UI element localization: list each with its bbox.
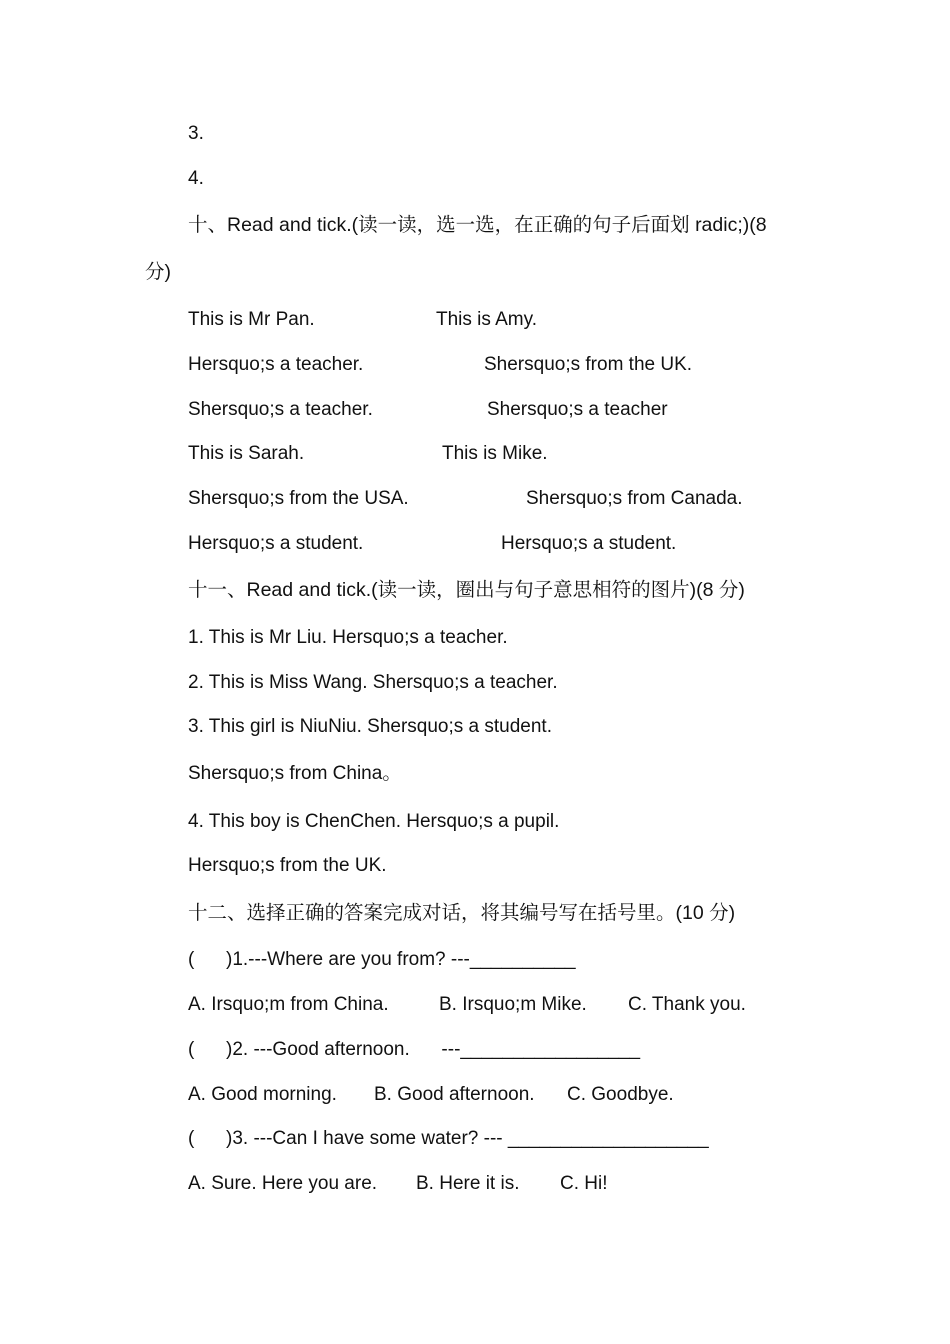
- section11-item2: 2. This is Miss Wang. Shersquo;s a teacher.: [188, 672, 558, 693]
- section12-question1: ( )1.---Where are you from? ---__________: [188, 949, 576, 970]
- section10-row1-right: This is Amy.: [436, 309, 537, 330]
- section10-row4-right: This is Mike.: [442, 443, 548, 464]
- intro-item-4: 4.: [188, 168, 204, 189]
- section11-item4: 4. This boy is ChenChen. Hersquo;s a pupil.: [188, 811, 560, 832]
- section12-question2: ( )2. ---Good afternoon. ---_________________: [188, 1039, 641, 1060]
- section10-row2-right: Shersquo;s from the UK.: [484, 354, 693, 375]
- section12-q2-option-b: B. Good afternoon.: [374, 1084, 535, 1105]
- section12-q1-option-c: C. Thank you.: [628, 994, 746, 1015]
- section11-heading: 十一、Read and tick.(读一读，圈出与句子意思相符的图片)(8 分): [188, 579, 745, 601]
- section10-row5-left: Shersquo;s from the USA.: [188, 488, 409, 509]
- section11-item4-cont: Hersquo;s from the UK.: [188, 855, 387, 876]
- section12-question3: ( )3. ---Can I have some water? --- ___________________: [188, 1128, 709, 1149]
- section11-item3: 3. This girl is NiuNiu. Shersquo;s a student.: [188, 716, 552, 737]
- section12-heading: 十二、选择正确的答案完成对话，将其编号写在括号里。(10 分): [188, 902, 736, 924]
- section11-item1: 1. This is Mr Liu. Hersquo;s a teacher.: [188, 627, 508, 648]
- section10-row3-left: Shersquo;s a teacher.: [188, 399, 373, 420]
- section10-row2-left: Hersquo;s a teacher.: [188, 354, 364, 375]
- section10-row3-right: Shersquo;s a teacher: [487, 399, 668, 420]
- section12-q2-option-a: A. Good morning.: [188, 1084, 337, 1105]
- section10-row1-left: This is Mr Pan.: [188, 309, 315, 330]
- section12-q3-option-a: A. Sure. Here you are.: [188, 1173, 378, 1194]
- section12-q3-option-b: B. Here it is.: [416, 1173, 520, 1194]
- section10-heading: 十、Read and tick.(读一读，选一选，在正确的句子后面划 radic;)(8: [188, 214, 767, 236]
- section10-row5-right: Shersquo;s from Canada.: [526, 488, 743, 509]
- section10-row6-right: Hersquo;s a student.: [501, 533, 677, 554]
- section12-q1-option-b: B. Irsquo;m Mike.: [439, 994, 587, 1015]
- section10-heading-cont: 分): [145, 261, 171, 283]
- section12-q1-option-a: A. Irsquo;m from China.: [188, 994, 389, 1015]
- section11-item3-cont: Shersquo;s from China。: [188, 763, 402, 784]
- section10-row6-left: Hersquo;s a student.: [188, 533, 364, 554]
- section12-q3-option-c: C. Hi!: [560, 1173, 608, 1194]
- section12-q2-option-c: C. Goodbye.: [567, 1084, 674, 1105]
- intro-item-3: 3.: [188, 123, 204, 144]
- section10-row4-left: This is Sarah.: [188, 443, 305, 464]
